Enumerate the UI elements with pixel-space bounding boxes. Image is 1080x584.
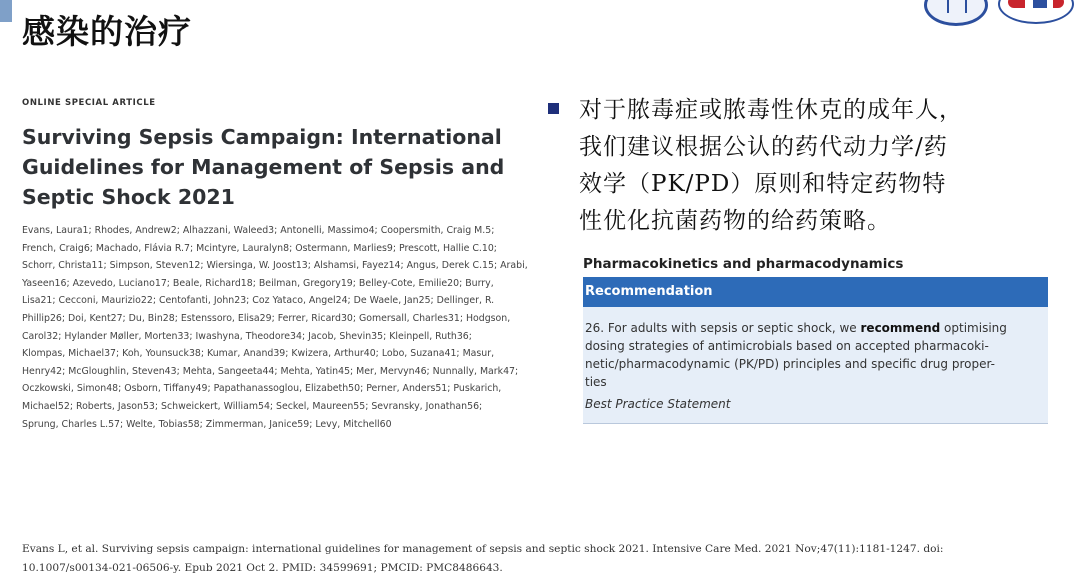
flag-logo-icon xyxy=(998,0,1074,24)
recommendation-emphasis: recommend xyxy=(860,321,941,335)
author-line: Phillip26; Doi, Kent27; Du, Bin28; Estenssoro, Elisa29; Ferrer, Ricard30; Gomersall, Charles31; Hodgson, xyxy=(22,312,511,324)
corner-accent xyxy=(0,0,12,22)
paper-title xyxy=(22,122,532,212)
recommendation-line: ties xyxy=(585,375,607,389)
recommendation-line1-rest: optimising xyxy=(944,321,1007,335)
author-line: Oczkowski, Simon48; Osborn, Tiffany49; Papathanassoglou, Elizabeth50; Perner, Anders51; Puskarich, xyxy=(22,383,502,395)
bullet-line: 对于脓毒症或脓毒性休克的成年人， xyxy=(579,97,963,123)
recommendation-body xyxy=(583,307,1048,424)
recommendation-line: netic/pharmacodynamic (PK/PD) principles and specific drug proper- xyxy=(585,357,995,371)
recommendation-summary xyxy=(548,92,1048,240)
author-line: Lisa21; Cecconi, Maurizio22; Centofanti, John23; Coz Yataco, Angel24; De Waele, Jan25; Dellinger, R. xyxy=(22,295,495,307)
author-line: Yaseen16; Azevedo, Luciano17; Beale, Richard18; Beilman, Gregory19; Belley-Cote, Emilie20; Burry, xyxy=(22,277,494,289)
bullet-line: 性优化抗菌药物的给药策略。 xyxy=(579,208,891,234)
paper-authors xyxy=(22,222,532,433)
square-bullet-icon xyxy=(548,103,559,114)
bullet-line: 效学（PK/PD）原则和特定药物特 xyxy=(579,171,947,197)
paper-title-line: Guidelines for Management of Sepsis and xyxy=(22,155,505,179)
paper-title-line: Septic Shock 2021 xyxy=(22,185,235,209)
author-line: Sprung, Charles L.57; Welte, Tobias58; Zimmerman, Janice59; Levy, Mitchell60 xyxy=(22,418,392,430)
header-logos xyxy=(924,0,1074,26)
bullet-text xyxy=(579,92,1019,240)
slide-title: 感染的治疗 xyxy=(22,12,192,51)
author-line: Klompas, Michael37; Koh, Younsuck38; Kumar, Anand39; Kwizera, Arthur40; Lobo, Suzana41; Masur, xyxy=(22,348,495,360)
recommendation-prefix: 26. For adults with sepsis or septic shock, we xyxy=(585,321,857,335)
paper-title-line: Surviving Sepsis Campaign: International xyxy=(22,125,502,149)
author-line: French, Craig6; Machado, Flávia R.7; Mcintyre, Lauralyn8; Ostermann, Marlies9; Prescott, Hallie C.10; xyxy=(22,242,497,254)
author-line: Henry42; McGloughlin, Steven43; Mehta, Sangeeta44; Mehta, Yatin45; Mer, Mervyn46; Nunnally, Mark47; xyxy=(22,365,519,377)
recommendation-bar: Recommendation xyxy=(583,277,1048,307)
guideline-heading: Pharmacokinetics and pharmacodynamics xyxy=(583,256,904,272)
bullet-item xyxy=(548,92,1048,240)
guideline-excerpt xyxy=(583,256,1048,424)
author-line: Evans, Laura1; Rhodes, Andrew2; Alhazzani, Waleed3; Antonelli, Massimo4; Coopersmith, Craig M.5; xyxy=(22,225,495,236)
citation-line: 10.1007/s00134-021-06506-y. Epub 2021 Oct 2. PMID: 34599691; PMCID: PMC8486643. xyxy=(22,562,503,574)
citation-line: Evans L, et al. Surviving sepsis campaign: international guidelines for management of sepsis and septic shock 2021. Intensive Care Med. 2021 Nov;47(11):1181-1247. doi: xyxy=(22,543,944,555)
author-line: Carol32; Hylander Møller, Morten33; Iwashyna, Theodore34; Jacob, Shevin35; Kleinpell, Ruth36; xyxy=(22,330,472,342)
society-logo-icon xyxy=(924,0,988,26)
paper-excerpt xyxy=(22,98,532,433)
author-line: Schorr, Christa11; Simpson, Steven12; Wiersinga, W. Joost13; Alshamsi, Fayez14; Angus, Derek C.15; Arabi, xyxy=(22,260,528,272)
author-line: Michael52; Roberts, Jason53; Schweickert, William54; Seckel, Maureen55; Sevransky, Jonathan56; xyxy=(22,400,483,412)
bullet-line: 我们建议根据公认的药代动力学/药 xyxy=(579,134,948,160)
recommendation-line xyxy=(585,319,1046,337)
paper-label: ONLINE SPECIAL ARTICLE xyxy=(22,98,156,108)
recommendation-line: dosing strategies of antimicrobials based on accepted pharmacoki- xyxy=(585,339,989,353)
best-practice-note: Best Practice Statement xyxy=(585,397,731,411)
recommendation-text xyxy=(585,319,1046,391)
citation xyxy=(22,540,1062,578)
